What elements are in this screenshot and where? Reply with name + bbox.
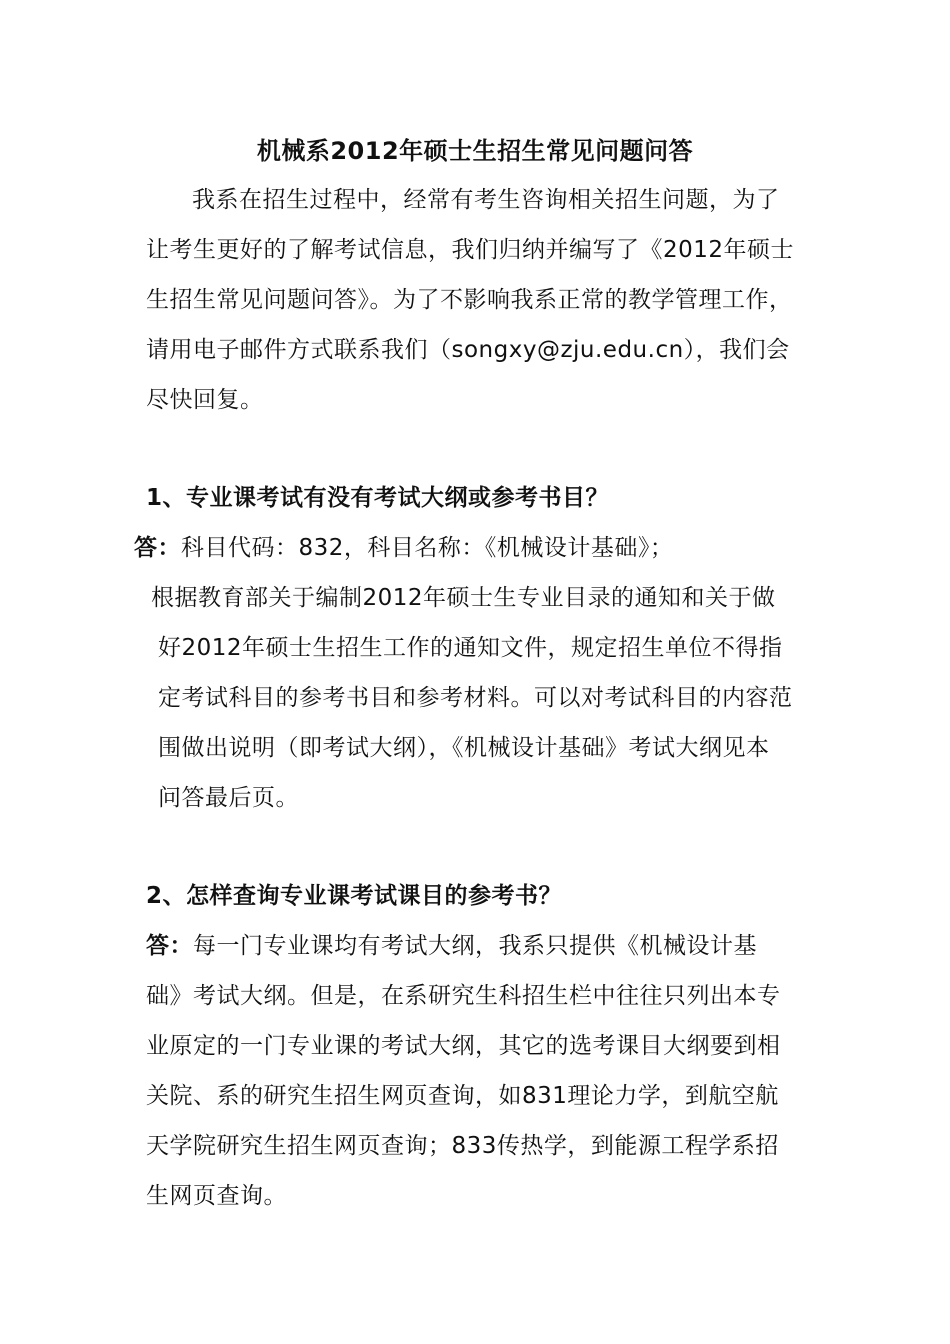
- question-2: 2、怎样查询专业课考试课目的参考书？: [146, 883, 563, 909]
- answer-2-line: 础》考试大纲。但是，在系研究生科招生栏中往往只列出本专: [146, 983, 781, 1009]
- intro-line: 生招生常见问题问答》。为了不影响我系正常的教学管理工作，: [146, 287, 793, 313]
- answer-1-line: 围做出说明（即考试大纲），《机械设计基础》考试大纲见本: [158, 735, 770, 761]
- answer-1-line: 根据教育部关于编制2012年硕士生专业目录的通知和关于做: [151, 585, 776, 611]
- answer-1-line: 好2012年硕士生招生工作的通知文件，规定招生单位不得指: [158, 635, 783, 661]
- intro-line: 请用电子邮件方式联系我们（songxy@zju.edu.cn），我们会: [146, 337, 790, 363]
- answer-1-line: 问答最后页。: [158, 785, 299, 811]
- answer-label: 答：: [134, 535, 181, 561]
- answer-2-first-line: [146, 931, 757, 961]
- answer-text: 科目代码：832，科目名称：《机械设计基础》；: [181, 535, 674, 561]
- answer-1-first-line: [134, 533, 673, 563]
- intro-line: 尽快回复。: [146, 387, 264, 413]
- answer-1-line: 定考试科目的参考书目和参考材料。可以对考试科目的内容范: [158, 685, 793, 711]
- answer-label: 答：: [146, 933, 193, 959]
- answer-2-line: 天学院研究生招生网页查询；833传热学，到能源工程学系招: [146, 1133, 779, 1159]
- question-1: 1、专业课考试有没有考试大纲或参考书目？: [146, 485, 610, 511]
- intro-line: 我系在招生过程中，经常有考生咨询相关招生问题，为了: [192, 187, 780, 213]
- intro-line: 让考生更好的了解考试信息，我们归纳并编写了《2012年硕士: [146, 237, 795, 263]
- page-title: 机械系2012年硕士生招生常见问题问答: [256, 137, 694, 165]
- answer-text: 每一门专业课均有考试大纲，我系只提供《机械设计基: [193, 933, 757, 959]
- answer-2-line: 关院、系的研究生招生网页查询，如831理论力学，到航空航: [146, 1083, 779, 1109]
- answer-2-line: 业原定的一门专业课的考试大纲，其它的选考课目大纲要到相: [146, 1033, 781, 1059]
- answer-2-line: 生网页查询。: [146, 1183, 287, 1209]
